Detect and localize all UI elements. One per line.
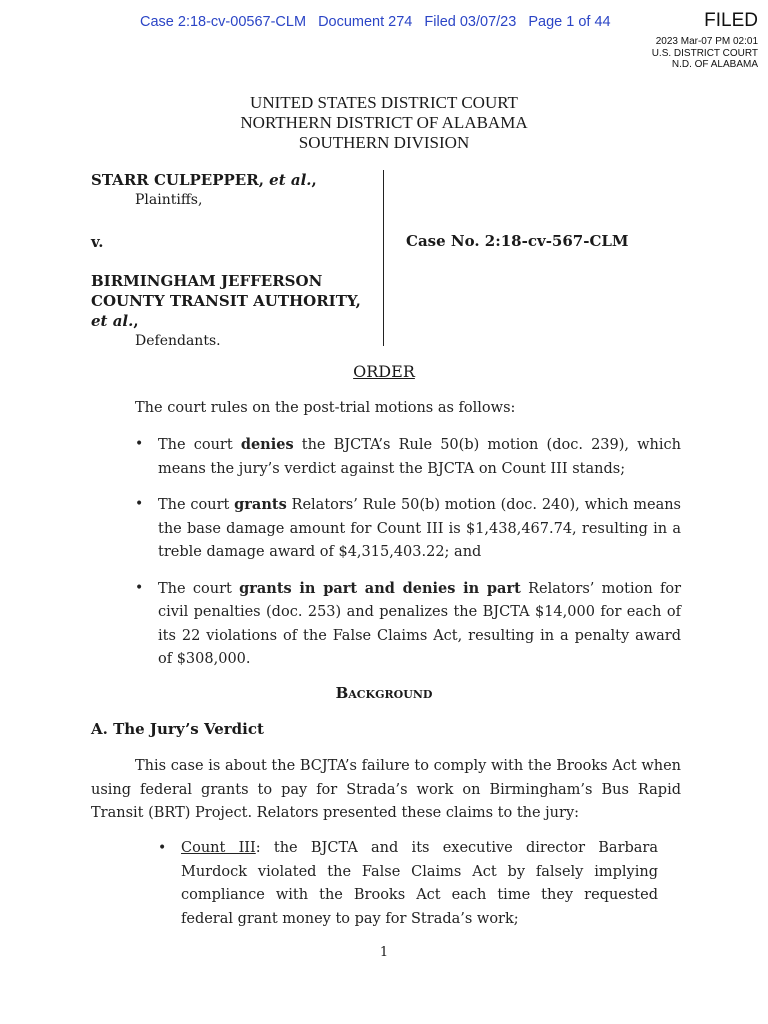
count-item <box>158 837 658 931</box>
plaintiff-etal: et al. <box>269 171 312 189</box>
case-number: Case No. 2:18-cv-567-CLM <box>406 232 629 250</box>
ruling-decision: grants <box>234 496 287 513</box>
plaintiff-name: STARR CULPEPPER, <box>91 171 264 189</box>
stamp-district: N.D. OF ALABAMA <box>671 59 758 70</box>
order-title <box>0 362 768 381</box>
ruling-text: The court <box>158 580 240 597</box>
defendant-name-line1: BIRMINGHAM JEFFERSON <box>91 272 323 290</box>
plaintiff-role: Plaintiffs, <box>135 192 203 208</box>
ruling-item <box>135 433 681 481</box>
case-number-header: Case 2:18-cv-00567-CLM <box>140 14 307 30</box>
defendant-etal-line <box>91 311 361 331</box>
background-paragraph: This case is about the BCJTA’s failure to comply with the Brooks Act when using federal grants to pay for Strada’s work on Birmingham’s Bus Rapid Transit (BRT) Project. Relators presented these claims to the jury: <box>91 758 681 821</box>
ruling-text: Relators’ motion for civil penalties (doc. 253) and penalizes the BJCTA $14,000 for each of its 22 violations of the False Claims Act, resulting in a penalty award of $308,000. <box>158 580 682 667</box>
ruling-decision: grants in part and denies in part <box>239 579 521 597</box>
filing-stamp <box>652 36 758 71</box>
court-name: UNITED STATES DISTRICT COURT <box>250 93 518 112</box>
versus: v. <box>91 233 104 251</box>
background-heading: Background <box>335 684 433 702</box>
defendant-block <box>91 271 361 351</box>
caption-divider <box>383 170 384 346</box>
count-text: : the BJCTA and its executive director Barbara Murdock violated the False Claims Act by falsely implying compliance with the Brooks Act each time they requested federal grant money to pay for Strada’s work; <box>181 840 658 927</box>
court-division: SOUTHERN DIVISION <box>298 133 470 152</box>
defendant-role: Defendants. <box>135 333 221 349</box>
defendant-comma: , <box>133 312 139 330</box>
ruling-text: Relators’ Rule 50(b) motion (doc. 240), which means the base damage amount for Count III is $1,438,467.74, resulting in a treble damage award of $4,315,403.22; and <box>158 497 681 560</box>
document-number: Document 274 <box>318 14 413 30</box>
ruling-item <box>135 577 681 672</box>
stamp-court: U.S. DISTRICT COURT <box>651 47 758 59</box>
court-heading <box>0 93 768 153</box>
counts-list <box>158 837 658 931</box>
filed-label: FILED <box>704 10 758 31</box>
ruling-decision: denies <box>240 436 294 453</box>
stamp-datetime: 2023 Mar-07 PM 02:01 <box>655 36 758 47</box>
rulings-list <box>135 433 681 672</box>
ruling-text: the BJCTA’s Rule 50(b) motion (doc. 239), which means the jury’s verdict against the BJCTA on Count III stands; <box>158 437 681 477</box>
ruling-item <box>135 493 681 565</box>
ecf-header <box>140 14 619 30</box>
page-number: 1 <box>379 945 389 960</box>
section-heading-a: A. The Jury’s Verdict <box>91 720 264 738</box>
defendant-etal: et al. <box>91 312 134 330</box>
plaintiff-name-line <box>91 170 317 190</box>
plaintiff-comma: , <box>311 171 317 189</box>
count-label: Count III <box>181 840 256 856</box>
page-indicator: Page 1 of 44 <box>528 14 611 30</box>
plaintiff-block <box>91 170 317 210</box>
filed-date: Filed 03/07/23 <box>424 14 517 30</box>
court-district: NORTHERN DISTRICT OF ALABAMA <box>240 113 528 132</box>
defendant-name-line2: COUNTY TRANSIT AUTHORITY, <box>91 292 361 310</box>
order-title-text: ORDER <box>353 362 415 381</box>
intro-paragraph: The court rules on the post-trial motions as follows: <box>135 400 516 416</box>
ruling-text: The court <box>158 437 241 453</box>
ruling-text: The court <box>158 497 235 513</box>
